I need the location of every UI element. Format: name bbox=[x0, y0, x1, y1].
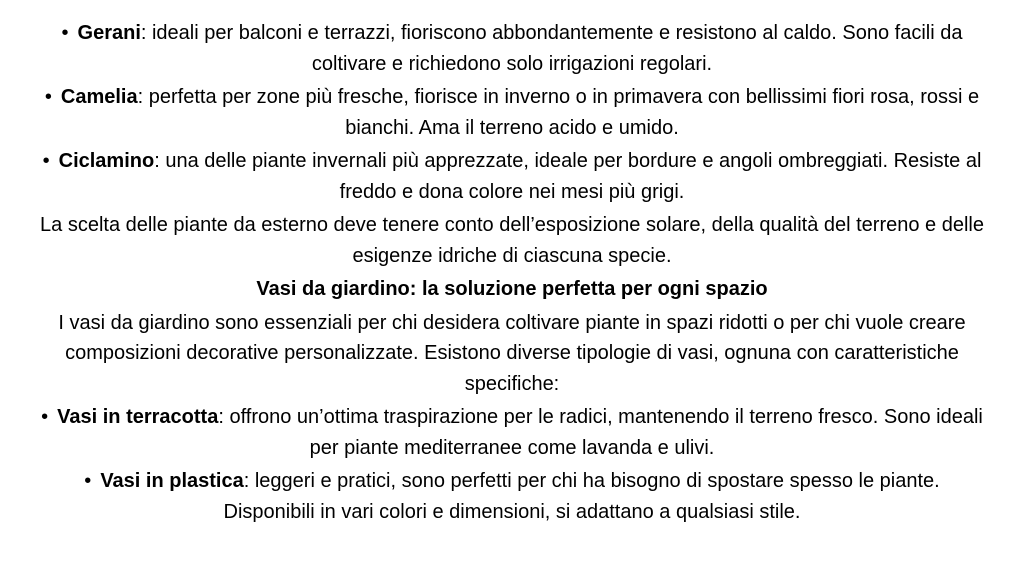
bullet-term: Vasi in terracotta bbox=[57, 406, 219, 428]
bullet-text: : leggeri e pratici, sono perfetti per chi ha bisogno di spostare spesso le piante. Disponibili in vari colori e dimensioni, si adattano a qualsiasi stile. bbox=[223, 470, 940, 523]
bullet-item-ciclamino bbox=[40, 146, 984, 207]
bullet-term: Ciclamino bbox=[58, 150, 155, 172]
slide-content bbox=[40, 18, 984, 530]
bullet-item-gerani bbox=[40, 18, 984, 79]
bullet-text: : perfetta per zone più fresche, fiorisce in inverno o in primavera con bellissimi fiori rosa, rossi e bianchi. Ama il terreno acido e umido. bbox=[137, 86, 980, 139]
bullet-marker: • bbox=[44, 86, 52, 108]
paragraph-garden-pots: I vasi da giardino sono essenziali per chi desidera coltivare piante in spazi ridotti o per chi vuole creare composizioni decorative personalizzate. Esistono diverse tipologie di vasi, ognuna con caratteristiche specifiche: bbox=[58, 311, 966, 395]
bullet-marker: • bbox=[84, 470, 92, 492]
bullet-text: : ideali per balconi e terrazzi, fioriscono abbondantemente e resistono al caldo. Sono facili da coltivare e richiedono solo irrigazioni regolari. bbox=[140, 22, 963, 75]
bullet-item-plastica bbox=[40, 466, 984, 527]
bullet-item-terracotta bbox=[40, 402, 984, 463]
bullet-term: Vasi in plastica bbox=[100, 470, 244, 492]
bullet-marker: • bbox=[42, 150, 50, 172]
section-heading: Vasi da giardino: la soluzione perfetta per ogni spazio bbox=[256, 278, 768, 300]
bullet-marker: • bbox=[41, 406, 49, 428]
bullet-term: Gerani bbox=[77, 22, 141, 44]
bullet-term: Camelia bbox=[60, 86, 138, 108]
bullet-item-camelia bbox=[40, 82, 984, 143]
paragraph-plant-choice: La scelta delle piante da esterno deve tenere conto dell’esposizione solare, della qualità del terreno e delle esigenze idriche di ciascuna specie. bbox=[40, 214, 984, 267]
bullet-marker: • bbox=[61, 22, 69, 44]
bullet-text: : una delle piante invernali più apprezzate, ideale per bordure e angoli ombreggiati. Resiste al freddo e dona colore nei mesi più grigi. bbox=[154, 150, 982, 203]
bullet-text: : offrono un’ottima traspirazione per le radici, mantenendo il terreno fresco. Sono ideali per piante mediterranee come lavanda e ulivi. bbox=[218, 406, 983, 459]
